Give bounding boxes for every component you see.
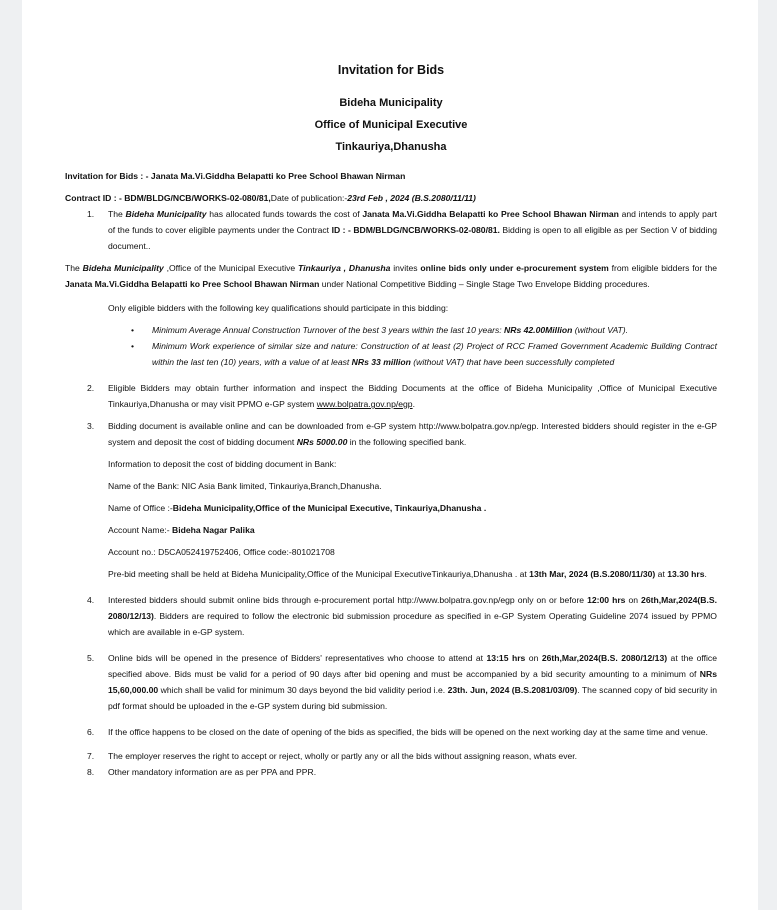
document-page [22,0,758,910]
account-name: Account Name:- Bideha Nagar Palika [108,525,255,535]
office-place: Tinkauriya,Dhanusha [335,141,447,153]
clause-5: 5. Online bids will be opened in the presence of Bidders' representatives who choose to attend at 13:15 hrs on 26th,Mar,2024(B.S. 2080/12/13) at the office specified above. Bids must be valid for a period of 90 days after bid opening and must be accompanied by a bid security amounting to a minimum of NRs 15,60,000.00 which shall be valid for minimum 30 days beyond the bid validity period i.e. 23th. Jun, 2024 (B.S.2081/03/09). The scanned copy of bid security in pdf format should be uploaded in the e-GP system during bid submission. [87,653,717,711]
invitation-paragraph: The Bideha Municipality ,Office of the Municipal Executive Tinkauriya , Dhanusha invites online bids only under e-procurement system from eligible bidders for the Janata Ma.Vi.Giddha Belapatti ko Pree School Bhawan Nirman under National Competitive Bidding – Single Stage Two Envelope Bidding procedures. [65,263,717,289]
clause-4: 4. Interested bidders should submit online bids through e-procurement portal http://www.bolpatra.gov.np/egp only on or before 12:00 hrs on 26th,Mar,2024(B.S. 2080/12/13). Bidders are required to follow the electronic bid submission procedure as specified in e-GP System Operating Guideline 2074 issued by PPMO which are available in e-GP system. [87,595,717,637]
eligibility-intro: Only eligible bidders with the following key qualifications should participate in this bidding: [108,303,449,313]
account-number: Account no.: D5CA052419752406, Office code:-801021708 [108,547,335,557]
clause-6: 6. If the office happens to be closed on the date of opening of the bids as specified, the bids will be opened on the next working day at the same time and venue. [87,727,708,737]
clause-8: 8. Other mandatory information are as per PPA and PPR. [87,767,317,777]
qualification-experience: • Minimum Work experience of similar size and nature: Construction of at least (2) Project of RCC Framed Government Academic Building Contract within the last ten (10) years, with a value of at least NRs 33 million (without VAT) that have been successfully completed [131,338,717,370]
bank-info: Information to deposit the cost of bidding document in Bank: [108,459,337,469]
qualification-turnover: • Minimum Average Annual Construction Turnover of the best 3 years within the last 10 years: NRs 42.00Million (without VAT). [131,322,717,338]
ifb-heading: Invitation for Bids : - Janata Ma.Vi.Giddha Belapatti ko Pree School Bhawan Nirman [65,171,406,181]
org-name: Bideha Municipality [339,97,443,109]
contract-line: Contract ID : - BDM/BLDG/NCB/WORKS-02-080/81,Date of publication:-23rd Feb , 2024 (B.S.2080/11/11) [65,193,476,203]
pre-bid-meeting: Pre-bid meeting shall be held at Bideha Municipality,Office of the Municipal ExecutiveTinkauriya,Dhanusha . at 13th Mar, 2024 (B.S.2080/11/30) at 13.30 hrs. [108,569,707,579]
bank-name: Name of the Bank: NIC Asia Bank limited, Tinkauriya,Branch,Dhanusha. [108,481,382,491]
bullet-icon: • [131,341,135,351]
clause-7: 7. The employer reserves the right to accept or reject, wholly or partly any or all the bids without assigning reason, whats ever. [87,751,578,761]
document-title: Invitation for Bids [337,63,445,77]
office-name: Office of Municipal Executive [314,119,468,131]
egp-link[interactable]: www.bolpatra.gov.np/egp [316,399,413,409]
office-name-line: Name of Office :-Bideha Municipality,Office of the Municipal Executive, Tinkauriya,Dhanusha . [108,503,487,513]
clause-1: 1. The Bideha Municipality has allocated funds towards the cost of Janata Ma.Vi.Giddha Belapatti ko Pree School Bhawan Nirman and intends to apply part of the funds to cover eligible payments under the Contract ID : - BDM/BLDG/NCB/WORKS-02-080/81. Bidding is open to all eligible as per Section V of bidding document.. [87,209,717,251]
clause-2: 2. Eligible Bidders may obtain further information and inspect the Bidding Documents at the office of Bideha Municipality ,Office of Municipal Executive Tinkauriya,Dhanusha or may visit PPMO e-GP system www.bolpatra.gov.np/egp. [87,383,717,409]
bullet-icon: • [131,325,135,335]
document-body [65,58,717,780]
clause-3: 3. Bidding document is available online and can be downloaded from e-GP system http://www.bolpatra.gov.np/egp. Interested bidders should register in the e-GP system and deposit the cost of bidding document NRs 5000.00 in the following specified bank. [87,421,717,447]
